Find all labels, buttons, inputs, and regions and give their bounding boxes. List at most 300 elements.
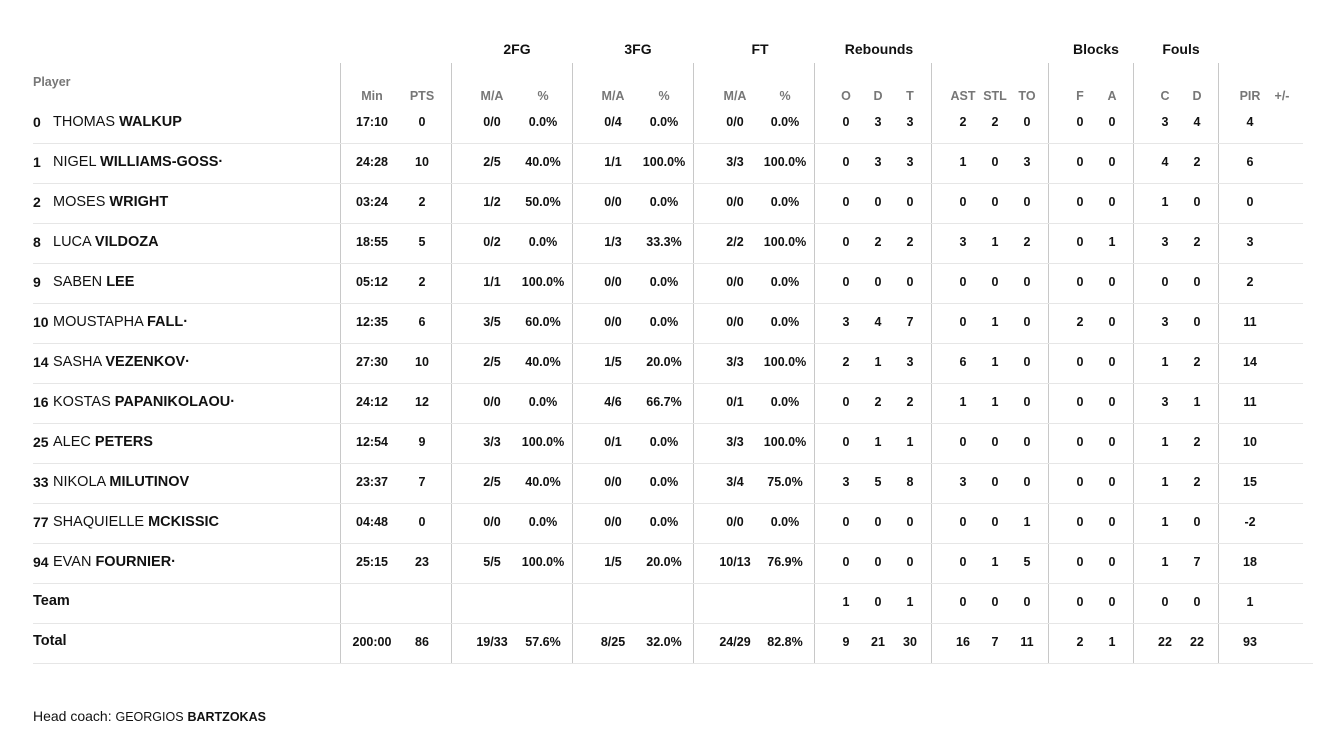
stat-cell: 3 xyxy=(842,475,850,489)
stat-cell: 0 xyxy=(842,515,850,529)
stat-cell: 0.0% xyxy=(649,275,679,289)
stat-cell: 1 xyxy=(1161,435,1169,449)
stat-cell: 1/5 xyxy=(604,355,622,369)
stat-cell: 2 xyxy=(1193,355,1201,369)
stat-cell: 0 xyxy=(991,475,999,489)
stat-cell: 2 xyxy=(1023,235,1031,249)
group-header: 2FG xyxy=(503,41,531,57)
stat-cell: 8/25 xyxy=(600,635,626,649)
stat-cell: 33.3% xyxy=(646,235,682,249)
total-row-label: Total xyxy=(33,633,67,649)
stat-cell: 1 xyxy=(1161,195,1169,209)
stat-cell: 1/3 xyxy=(604,235,622,249)
stat-cell: 2 xyxy=(1193,235,1201,249)
stat-cell: 0 xyxy=(1023,475,1031,489)
stat-cell: 24/29 xyxy=(719,635,751,649)
stat-cell: 0 xyxy=(1023,275,1031,289)
stat-cell: 2 xyxy=(906,395,914,409)
stat-cell: 0/0 xyxy=(604,515,622,529)
stat-cell: 0/2 xyxy=(483,235,501,249)
stat-cell: 0 xyxy=(874,195,882,209)
stat-cell: 1 xyxy=(1161,475,1169,489)
stat-cell: 0 xyxy=(959,435,967,449)
stat-cell: 2/2 xyxy=(726,235,744,249)
stat-cell: 7 xyxy=(418,475,426,489)
stat-cell: 200:00 xyxy=(352,635,392,649)
stat-cell: 0 xyxy=(1023,355,1031,369)
player-first-name: LUCA xyxy=(53,234,95,250)
player-last-name: VILDOZA xyxy=(94,234,159,250)
stat-cell: 3 xyxy=(874,115,882,129)
stat-cell: 0 xyxy=(1108,595,1116,609)
player-number: 1 xyxy=(33,154,41,170)
stat-cell: 0 xyxy=(1108,435,1116,449)
player-name[interactable] xyxy=(53,554,176,570)
stat-cell: 3 xyxy=(959,235,967,249)
stat-cell: 2 xyxy=(1076,635,1084,649)
stat-cell: 0 xyxy=(1076,435,1084,449)
stat-cell: 3 xyxy=(906,155,914,169)
column-header: O xyxy=(841,89,851,103)
stat-cell: 2 xyxy=(874,395,882,409)
stat-cell: 100.0% xyxy=(521,275,565,289)
stat-cell: 0/0 xyxy=(726,515,744,529)
stat-cell: 7 xyxy=(991,635,999,649)
stat-cell: 18 xyxy=(1243,555,1257,569)
stat-cell: 100.0% xyxy=(642,155,686,169)
column-separator xyxy=(340,63,341,663)
stat-cell: 1 xyxy=(991,395,999,409)
stat-cell: 0 xyxy=(1108,195,1116,209)
stat-cell: 4 xyxy=(1193,115,1201,129)
stat-cell: 17:10 xyxy=(356,115,388,129)
player-number: 9 xyxy=(33,274,41,290)
player-last-name: LEE xyxy=(106,274,135,290)
stat-cell: 0 xyxy=(1076,595,1084,609)
column-header: STL xyxy=(983,89,1007,103)
stat-cell: 0/0 xyxy=(726,315,744,329)
stat-cell: 100.0% xyxy=(763,435,807,449)
column-header: PTS xyxy=(409,89,435,103)
stat-cell: 32.0% xyxy=(646,635,682,649)
stat-cell: 0 xyxy=(1076,155,1084,169)
stat-cell: 0 xyxy=(1076,355,1084,369)
stat-cell: 0 xyxy=(842,155,850,169)
stat-cell: 1 xyxy=(1108,235,1116,249)
stat-cell: 0 xyxy=(1108,115,1116,129)
stat-cell: 9 xyxy=(842,635,850,649)
stat-cell: 1 xyxy=(991,235,999,249)
stat-cell: 0/0 xyxy=(483,515,501,529)
row-divider xyxy=(33,663,1313,664)
stat-cell: 2 xyxy=(418,275,426,289)
stat-cell: 0 xyxy=(418,515,426,529)
stat-cell: 5 xyxy=(1023,555,1031,569)
player-number: 10 xyxy=(33,314,49,330)
stat-cell: 0 xyxy=(1193,315,1201,329)
row-divider xyxy=(33,623,1303,624)
player-name[interactable] xyxy=(53,434,153,450)
column-separator xyxy=(814,63,815,663)
stat-cell: 0 xyxy=(1108,275,1116,289)
stat-cell: 10 xyxy=(1243,435,1257,449)
stat-cell: 0 xyxy=(959,515,967,529)
stat-cell: 0 xyxy=(842,195,850,209)
stat-cell: 0 xyxy=(1108,315,1116,329)
stat-cell: 0/1 xyxy=(604,435,622,449)
player-last-name: FALL· xyxy=(147,314,189,330)
column-separator xyxy=(451,63,452,663)
player-last-name: MILUTINOV xyxy=(109,474,190,490)
stat-cell: 0 xyxy=(842,395,850,409)
stat-cell: 0 xyxy=(1108,555,1116,569)
stat-cell: 3/3 xyxy=(726,435,744,449)
stat-cell: 100.0% xyxy=(763,355,807,369)
stat-cell: 0 xyxy=(906,515,914,529)
stat-cell: 0.0% xyxy=(770,315,800,329)
column-separator xyxy=(693,63,694,663)
column-header: % xyxy=(779,89,791,103)
stat-cell: 6 xyxy=(418,315,426,329)
stat-cell: 5 xyxy=(418,235,426,249)
player-last-name: WILLIAMS-GOSS· xyxy=(100,154,224,170)
stat-cell: 0/0 xyxy=(604,275,622,289)
player-name[interactable] xyxy=(53,354,190,370)
column-header: T xyxy=(906,89,914,103)
head-coach-label: Head coach: xyxy=(33,708,112,724)
row-divider xyxy=(33,303,1303,304)
stat-cell: 0/0 xyxy=(604,315,622,329)
column-header: +/- xyxy=(1274,89,1290,103)
stat-cell: 1 xyxy=(991,555,999,569)
player-first-name: KOSTAS xyxy=(53,394,115,410)
stat-cell: 0 xyxy=(1023,115,1031,129)
stat-cell: 0.0% xyxy=(770,395,800,409)
stat-cell: 86 xyxy=(415,635,429,649)
stat-cell: 0 xyxy=(991,515,999,529)
stat-cell: 4 xyxy=(874,315,882,329)
stat-cell: 2 xyxy=(1193,155,1201,169)
player-name[interactable] xyxy=(53,194,168,210)
stat-cell: 1 xyxy=(1108,635,1116,649)
stat-cell: 21 xyxy=(871,635,885,649)
stat-cell: 4 xyxy=(1161,155,1169,169)
stat-cell: 0 xyxy=(842,115,850,129)
stat-cell: 1 xyxy=(1161,555,1169,569)
stat-cell: 3 xyxy=(906,355,914,369)
player-name[interactable] xyxy=(53,394,235,410)
column-header: % xyxy=(658,89,670,103)
stat-cell: 27:30 xyxy=(356,355,388,369)
row-divider xyxy=(33,423,1303,424)
player-last-name: PETERS xyxy=(94,434,153,450)
player-number: 25 xyxy=(33,434,49,450)
stat-cell: 0.0% xyxy=(649,475,679,489)
player-name[interactable] xyxy=(53,274,134,290)
stat-cell: 0 xyxy=(874,275,882,289)
stat-cell: 60.0% xyxy=(525,315,561,329)
column-separator xyxy=(931,63,932,663)
stat-cell: 0 xyxy=(1161,275,1169,289)
stat-cell: 2/5 xyxy=(483,475,501,489)
stat-cell: 1 xyxy=(1161,515,1169,529)
stat-cell: 11 xyxy=(1243,315,1257,329)
player-first-name: MOSES xyxy=(53,194,110,210)
row-divider xyxy=(33,503,1303,504)
player-name[interactable] xyxy=(53,154,223,170)
column-header: TO xyxy=(1018,89,1036,103)
stat-cell: 16 xyxy=(956,635,970,649)
stat-cell: 3 xyxy=(1161,235,1169,249)
stat-cell: 100.0% xyxy=(763,155,807,169)
row-divider xyxy=(33,463,1303,464)
row-divider xyxy=(33,143,1303,144)
stat-cell: 0.0% xyxy=(770,115,800,129)
stat-cell: 12:35 xyxy=(356,315,388,329)
stat-cell: 2 xyxy=(842,355,850,369)
column-separator xyxy=(1218,63,1219,663)
stat-cell: 0/0 xyxy=(483,395,501,409)
player-number: 14 xyxy=(33,354,49,370)
stat-cell: 7 xyxy=(906,315,914,329)
stat-cell: 8 xyxy=(906,475,914,489)
stat-cell: 3/5 xyxy=(483,315,501,329)
stat-cell: 0 xyxy=(842,555,850,569)
player-last-name: PAPANIKOLAOU· xyxy=(114,394,236,410)
stat-cell: 0 xyxy=(959,595,967,609)
stat-cell: 24:12 xyxy=(356,395,388,409)
stat-cell: 0 xyxy=(1076,275,1084,289)
stat-cell: 0 xyxy=(991,155,999,169)
stat-cell: 30 xyxy=(903,635,917,649)
column-header: AST xyxy=(950,89,976,103)
stat-cell: 1 xyxy=(959,155,967,169)
stat-cell: 93 xyxy=(1243,635,1257,649)
group-header: 3FG xyxy=(624,41,652,57)
stat-cell: 100.0% xyxy=(763,235,807,249)
stat-cell: 0 xyxy=(874,595,882,609)
stat-cell: 0.0% xyxy=(528,515,558,529)
stat-cell: 4 xyxy=(1246,115,1254,129)
player-name[interactable] xyxy=(53,234,159,250)
player-name[interactable] xyxy=(53,474,189,490)
group-header: FT xyxy=(751,41,769,57)
stat-cell: 6 xyxy=(959,355,967,369)
stat-cell: 0 xyxy=(1076,555,1084,569)
column-header: D xyxy=(1192,89,1202,103)
stat-cell: 0.0% xyxy=(770,195,800,209)
stat-cell: 3 xyxy=(1023,155,1031,169)
column-header: M/A xyxy=(480,89,504,103)
stat-cell: 0.0% xyxy=(528,235,558,249)
player-number: 2 xyxy=(33,194,41,210)
row-divider xyxy=(33,583,1303,584)
stat-cell: 9 xyxy=(418,435,426,449)
stat-cell: 22 xyxy=(1190,635,1204,649)
stat-cell: 24:28 xyxy=(356,155,388,169)
stat-cell: 3 xyxy=(959,475,967,489)
stat-cell: 0 xyxy=(1161,595,1169,609)
stat-cell: 20.0% xyxy=(646,555,682,569)
stat-cell: 0/0 xyxy=(483,115,501,129)
stat-cell: 2 xyxy=(1246,275,1254,289)
stat-cell: 3/3 xyxy=(726,355,744,369)
stat-cell: 0.0% xyxy=(649,435,679,449)
stat-cell: 5/5 xyxy=(483,555,501,569)
stat-cell: 1 xyxy=(874,355,882,369)
row-divider xyxy=(33,543,1303,544)
player-last-name: VEZENKOV· xyxy=(105,354,190,370)
stat-cell: 0 xyxy=(1193,515,1201,529)
stat-cell: 0 xyxy=(1246,195,1254,209)
stat-cell: 0 xyxy=(418,115,426,129)
stat-cell: 3/3 xyxy=(726,155,744,169)
player-first-name: NIKOLA xyxy=(53,474,110,490)
player-last-name: WRIGHT xyxy=(109,194,169,210)
stat-cell: 0.0% xyxy=(649,315,679,329)
column-separator xyxy=(1048,63,1049,663)
player-number: 0 xyxy=(33,114,41,130)
stat-cell: 4/6 xyxy=(604,395,622,409)
stat-cell: 0.0% xyxy=(770,275,800,289)
stat-cell: 0/0 xyxy=(604,475,622,489)
stat-cell: 0 xyxy=(1076,235,1084,249)
stat-cell: 0 xyxy=(842,435,850,449)
stat-cell: 0 xyxy=(906,555,914,569)
stat-cell: 11 xyxy=(1020,635,1034,649)
stat-cell: 04:48 xyxy=(356,515,388,529)
stat-cell: 14 xyxy=(1243,355,1257,369)
stat-cell: 1 xyxy=(874,435,882,449)
player-name[interactable] xyxy=(53,514,219,530)
player-number: 16 xyxy=(33,394,49,410)
stat-cell: 10 xyxy=(415,155,429,169)
stat-cell: 20.0% xyxy=(646,355,682,369)
stat-cell: 0 xyxy=(1076,395,1084,409)
stat-cell: 10/13 xyxy=(719,555,751,569)
player-first-name: THOMAS xyxy=(53,114,120,130)
stat-cell: 12 xyxy=(415,395,429,409)
stat-cell: 0 xyxy=(1076,515,1084,529)
stat-cell: 0/0 xyxy=(726,115,744,129)
stat-cell: 1 xyxy=(906,435,914,449)
stat-cell: 0 xyxy=(959,195,967,209)
stat-cell: 0 xyxy=(874,515,882,529)
stat-cell: 2 xyxy=(959,115,967,129)
player-number: 8 xyxy=(33,234,41,250)
head-coach-first-name: GEORGIOS xyxy=(115,710,184,724)
stat-cell: 0 xyxy=(1023,195,1031,209)
stat-cell: 2 xyxy=(1193,475,1201,489)
stat-cell: 0.0% xyxy=(649,515,679,529)
stat-cell: 10 xyxy=(415,355,429,369)
stat-cell: 0.0% xyxy=(528,395,558,409)
stat-cell: 75.0% xyxy=(767,475,803,489)
stat-cell: 0/1 xyxy=(726,395,744,409)
player-first-name: SASHA xyxy=(53,354,106,370)
player-first-name: ALEC xyxy=(53,434,95,450)
column-header: PIR xyxy=(1239,89,1261,103)
player-first-name: SHAQUIELLE xyxy=(53,514,149,530)
player-name[interactable] xyxy=(53,314,188,330)
player-last-name: FOURNIER· xyxy=(95,554,177,570)
stat-cell: 1/1 xyxy=(604,155,622,169)
stat-cell: 0 xyxy=(1076,195,1084,209)
stat-cell: 0 xyxy=(959,315,967,329)
column-header: D xyxy=(873,89,883,103)
stat-cell: 1 xyxy=(1161,355,1169,369)
stat-cell: 22 xyxy=(1158,635,1172,649)
stat-cell: 0.0% xyxy=(770,515,800,529)
stat-cell: 0 xyxy=(842,275,850,289)
stat-cell: 1 xyxy=(959,395,967,409)
stat-cell: 0 xyxy=(1108,515,1116,529)
stat-cell: 0 xyxy=(959,555,967,569)
stat-cell: 0 xyxy=(1193,595,1201,609)
row-divider xyxy=(33,343,1303,344)
stat-cell: 3 xyxy=(906,115,914,129)
stat-cell: 0 xyxy=(1193,195,1201,209)
stat-cell: 2 xyxy=(906,235,914,249)
stat-cell: 11 xyxy=(1243,395,1257,409)
head-coach-last-name: BARTZOKAS xyxy=(187,710,266,724)
player-column-header: Player xyxy=(33,75,71,89)
column-header: A xyxy=(1107,89,1117,103)
stat-cell: 0 xyxy=(842,235,850,249)
player-first-name: SABEN xyxy=(53,274,107,290)
stat-cell: 25:15 xyxy=(356,555,388,569)
stat-cell: 1/5 xyxy=(604,555,622,569)
stat-cell: 0 xyxy=(1023,435,1031,449)
stat-cell: 7 xyxy=(1193,555,1201,569)
stat-cell: 0 xyxy=(1023,395,1031,409)
stat-cell: 0 xyxy=(1023,315,1031,329)
player-number: 77 xyxy=(33,514,49,530)
group-header: Blocks xyxy=(1073,41,1119,57)
stat-cell: 18:55 xyxy=(356,235,388,249)
stat-cell: 1 xyxy=(991,355,999,369)
stat-cell: 1 xyxy=(842,595,850,609)
stat-cell: 0 xyxy=(1076,115,1084,129)
player-first-name: NIGEL xyxy=(53,154,101,170)
stat-cell: 0/0 xyxy=(604,195,622,209)
stat-cell: 0 xyxy=(1108,395,1116,409)
stat-cell: 0.0% xyxy=(649,195,679,209)
stat-cell: 0 xyxy=(1193,275,1201,289)
stat-cell: 0 xyxy=(991,595,999,609)
stat-cell: 76.9% xyxy=(767,555,803,569)
column-header: M/A xyxy=(601,89,625,103)
stat-cell: 3 xyxy=(1246,235,1254,249)
head-coach-line xyxy=(33,708,266,724)
column-separator xyxy=(1133,63,1134,663)
stat-cell: 0.0% xyxy=(649,115,679,129)
stat-cell: 2/5 xyxy=(483,155,501,169)
stat-cell: 0 xyxy=(874,555,882,569)
stat-cell: 40.0% xyxy=(525,355,561,369)
stat-cell: 1 xyxy=(1246,595,1254,609)
stat-cell: 82.8% xyxy=(767,635,803,649)
stat-cell: 12:54 xyxy=(356,435,388,449)
stat-cell: 3 xyxy=(1161,395,1169,409)
stat-cell: 0 xyxy=(1023,595,1031,609)
stat-cell: 0/0 xyxy=(726,275,744,289)
column-header: F xyxy=(1076,89,1084,103)
stat-cell: 0 xyxy=(991,435,999,449)
stat-cell: -2 xyxy=(1244,515,1256,529)
stat-cell: 66.7% xyxy=(646,395,682,409)
player-name[interactable] xyxy=(53,114,182,130)
